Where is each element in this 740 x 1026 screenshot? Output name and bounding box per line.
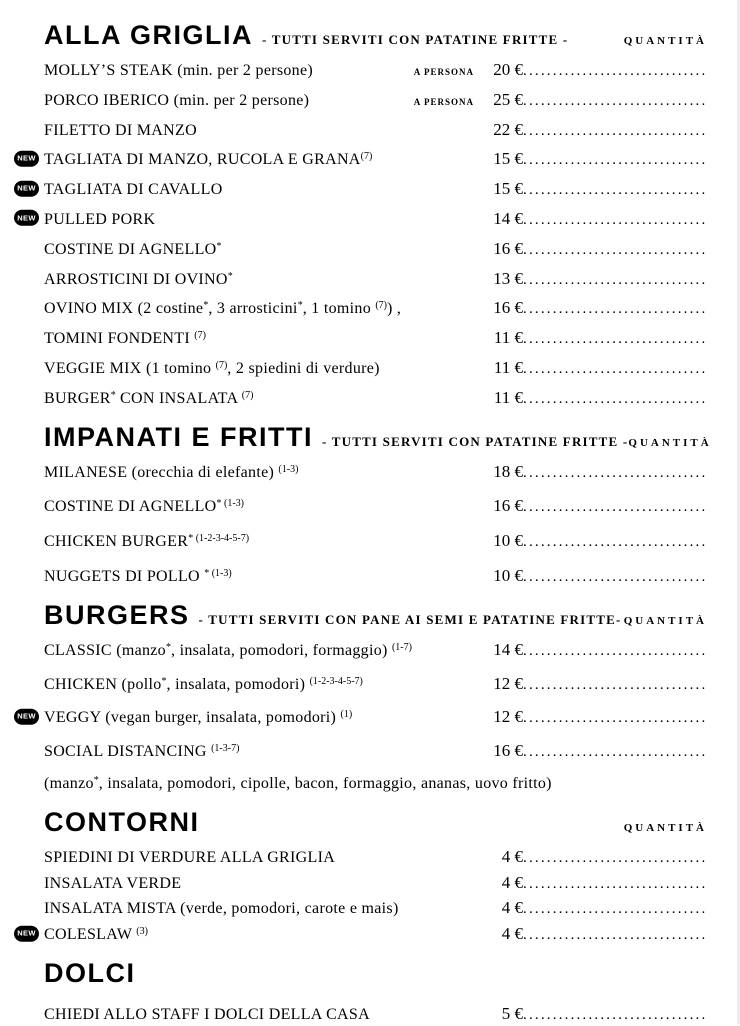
item-text-segment: (7) [360,151,373,163]
new-badge: NEW [14,925,39,941]
item-price: 25 € [493,89,523,109]
item-name [44,925,148,946]
dotted-leader [523,533,707,553]
item-name [44,774,552,795]
menu-item-row [44,89,707,112]
item-price: 4 € [501,924,523,944]
menu-item-row [44,872,707,895]
item-price: 15 € [493,149,523,169]
section-title: ALLA GRIGLIA [44,20,253,50]
item-text-segment: (1-3-7) [211,743,240,755]
item-text-segment: (orecchia di elefante) [131,463,279,481]
menu-item-row [44,495,707,518]
item-price: 22 € [493,119,523,139]
item-name [44,150,372,171]
item-name [44,1005,370,1026]
menu-item-row [44,238,707,261]
item-text-segment: * [93,774,99,786]
menu-root [17,20,712,1026]
menu-item-row [44,327,707,350]
item-price: 16 € [493,741,523,761]
item-text-segment: FILETTO DI MANZO [44,121,197,139]
new-badge: NEW [14,180,39,196]
menu-item-row [44,297,707,320]
item-price: 15 € [493,179,523,199]
item-text-segment: TOMINI FONDENTI [44,330,195,348]
item-name [44,899,399,920]
item-price: 4 € [501,898,523,918]
item-name [44,848,335,869]
dotted-leader [523,568,707,588]
section-subtitle: - TUTTI SERVITI CON PATATINE FRITTE - [261,32,569,47]
item-text-segment: (min. per 2 persone) [173,91,310,109]
dotted-leader [523,330,707,350]
item-name [44,742,239,763]
dotted-leader [523,875,707,895]
item-name [44,329,206,350]
item-text-segment: TAGLIATA DI CAVALLO [44,181,223,199]
item-list [17,59,707,410]
item-list [44,461,707,588]
menu-item-row [17,208,707,231]
menu-item-row [44,846,707,869]
dotted-leader [523,849,707,869]
dotted-leader [523,1006,707,1026]
item-price: 10 € [493,565,523,585]
item-price: 5 € [501,1003,523,1023]
item-name [44,121,197,142]
dotted-leader [523,92,707,112]
item-text-segment: (manzo [44,774,94,792]
quantity-label: QUANTITÀ [628,436,712,449]
item-text-segment: COLESLAW [44,926,137,944]
dotted-leader [523,62,707,82]
dotted-leader [523,498,707,518]
item-text-segment: PULLED PORK [44,210,156,228]
item-text-segment: SPIEDINI DI VERDURE ALLA GRIGLIA [44,848,336,866]
item-text-segment: , insalata, pomodori, cipolle, bacon, formaggio, ananas, uovo fritto) [98,774,552,792]
menu-section [44,957,707,1026]
item-text-segment: PORCO IBERICO [44,91,174,109]
menu-item-row [17,178,707,201]
new-badge: NEW [14,708,39,724]
menu-item-row [17,148,707,171]
item-text-segment: INSALATA VERDE [44,874,182,892]
item-text-segment: , 2 spiedini di verdure) [227,359,380,377]
item-text-segment: * [161,675,167,687]
section-header [44,421,712,452]
dotted-leader [523,743,707,763]
dotted-leader [523,926,707,946]
item-price: 20 € [493,60,523,79]
item-text-segment: (vegan burger, insalata, pomodori) [105,709,341,727]
menu-item-row [44,268,707,291]
item-list [17,846,707,946]
menu-section [44,421,712,588]
section-header [44,22,707,49]
menu-item-row [44,774,707,795]
section-title: DOLCI [44,957,136,988]
item-price: 14 € [493,639,523,659]
menu-item-row [44,59,707,82]
dotted-leader [523,676,707,696]
menu-item-row [44,387,707,410]
item-name [44,180,223,201]
item-name [44,61,313,82]
item-name [44,675,363,696]
item-text-segment: * [165,641,171,653]
item-text-segment: * (1-2-3-4-5-7) [188,533,250,545]
quantity-label: QUANTITÀ [623,821,707,834]
item-text-segment: (7) [241,389,254,401]
menu-item-row [44,565,707,588]
dotted-leader [523,151,707,171]
item-price: 16 € [493,496,523,516]
menu-item-row [44,897,707,920]
item-name [44,359,380,380]
section-title: CONTORNI [44,806,200,837]
item-text-segment: , 3 arrosticini [208,300,298,318]
section-title: BURGERS [44,599,190,630]
item-list [17,639,707,795]
dotted-leader [523,642,707,662]
item-name [44,497,244,518]
menu-item-row [44,461,707,484]
item-text-segment: VEGGY [44,709,106,727]
item-name [44,210,155,231]
item-text-segment: (7) [375,300,387,312]
item-text-segment: , insalata, pomodori, formaggio) [170,641,392,659]
item-name [44,532,249,553]
menu-section [17,599,707,795]
item-text-segment: CON INSALATA [115,389,242,407]
item-price: 12 € [493,707,523,727]
dotted-leader [523,464,707,484]
item-text-segment: (2 costine [137,300,204,318]
item-text-segment: (pollo [121,675,162,693]
section-header [44,599,707,630]
item-price: 11 € [493,387,523,407]
item-text-segment: INSALATA MISTA [44,900,181,918]
item-price: 12 € [493,673,523,693]
dotted-leader [523,390,707,410]
item-text-segment: ) , [387,300,402,318]
item-text-segment: * [110,389,116,401]
item-price: 4 € [501,872,523,892]
section-header [44,806,707,837]
item-text-segment: CLASSIC [44,641,117,659]
item-text-segment: (1-2-3-4-5-7) [309,675,363,687]
item-price: 4 € [501,846,523,866]
item-name [44,641,412,662]
section-header [44,957,707,988]
item-text-segment: (7) [194,330,206,342]
section-title: IMPANATI E FRITTI [44,421,313,452]
menu-item-row [17,923,707,946]
item-name [44,567,232,588]
item-name [44,389,253,410]
item-price: 13 € [493,268,523,288]
menu-section [17,806,707,946]
menu-item-row [44,530,707,553]
dotted-leader [523,709,707,729]
item-text-segment: NUGGETS DI POLLO [44,567,205,585]
dotted-leader [523,211,707,231]
menu-item-row [44,119,707,142]
new-badge: NEW [14,210,39,226]
item-name [44,874,181,895]
item-text-segment: (1-7) [391,641,412,653]
dotted-leader [523,300,707,320]
item-text-segment: SOCIAL DISTANCING [44,743,212,761]
item-text-segment: CHICKEN [44,675,122,693]
item-text-segment: COSTINE DI AGNELLO [44,498,217,516]
item-text-segment: * [216,240,222,252]
item-text-segment: TAGLIATA DI MANZO, RUCOLA E GRANA [44,151,361,169]
item-text-segment: (min. per 2 persone) [177,62,313,79]
item-name [44,463,298,484]
item-text-segment: OVINO MIX [44,300,138,318]
menu-item-row [44,673,707,696]
item-text-segment: BURGER [44,389,111,407]
menu-section [17,20,707,410]
menu-item-row [44,1003,707,1026]
section-subtitle: - TUTTI SERVITI CON PATATINE FRITTE - [321,433,629,449]
item-price: 10 € [493,531,523,551]
item-name [44,708,352,729]
item-text-segment: CHICKEN BURGER [44,533,189,551]
item-text-segment: (verde, pomodori, carote e mais) [180,900,399,918]
item-text-segment: * [203,300,209,312]
quantity-label: QUANTITÀ [623,614,707,627]
item-price: 16 € [493,238,523,258]
item-text-segment: COSTINE DI AGNELLO [44,240,217,258]
item-text-segment: MILANESE [44,463,132,481]
new-badge: NEW [14,151,39,167]
item-list [44,1003,707,1026]
item-name [44,240,222,261]
dotted-leader [523,181,707,201]
item-price: 11 € [493,357,523,377]
item-price: 18 € [493,461,523,481]
item-price: 11 € [493,328,523,348]
item-text-segment: VEGGIE MIX [44,359,146,377]
item-text-segment: (3) [136,926,148,938]
item-text-segment: (1 tomino [145,359,216,377]
item-text-segment: (1-3) [278,463,299,475]
item-text-segment: * [227,270,233,282]
item-text-segment: (1) [340,709,353,721]
item-text-segment: , 1 tomino [302,300,376,318]
dotted-leader [523,900,707,920]
item-price: 14 € [493,208,523,228]
dotted-leader [523,360,707,380]
item-text-segment: CHIEDI ALLO STAFF I DOLCI DELLA CASA [44,1005,370,1023]
menu-item-row [44,639,707,662]
item-text-segment: (7) [215,359,228,371]
item-name [44,299,401,320]
quantity-label: QUANTITÀ [623,35,707,47]
dotted-leader [523,122,707,142]
menu-item-row [17,706,707,729]
per-person-label: A PERSONA [413,67,474,77]
item-text-segment: * [297,300,303,312]
item-price: 16 € [493,298,523,318]
item-name [44,270,233,291]
dotted-leader [523,271,707,291]
item-text-segment: ARROSTICINI DI OVINO [44,270,228,288]
dotted-leader [523,241,707,261]
menu-item-row [44,357,707,380]
per-person-label: A PERSONA [413,96,474,107]
item-name [44,91,309,112]
section-subtitle: - TUTTI SERVITI CON PANE AI SEMI E PATATINE FRITTE- [198,611,622,627]
item-text-segment: MOLLY’S STEAK [44,62,178,79]
item-text-segment: * (1-3) [204,567,232,579]
item-text-segment: (manzo [116,641,166,659]
item-text-segment: * (1-3) [216,498,244,510]
item-text-segment: , insalata, pomodori) [166,675,310,693]
menu-item-row [44,740,707,763]
